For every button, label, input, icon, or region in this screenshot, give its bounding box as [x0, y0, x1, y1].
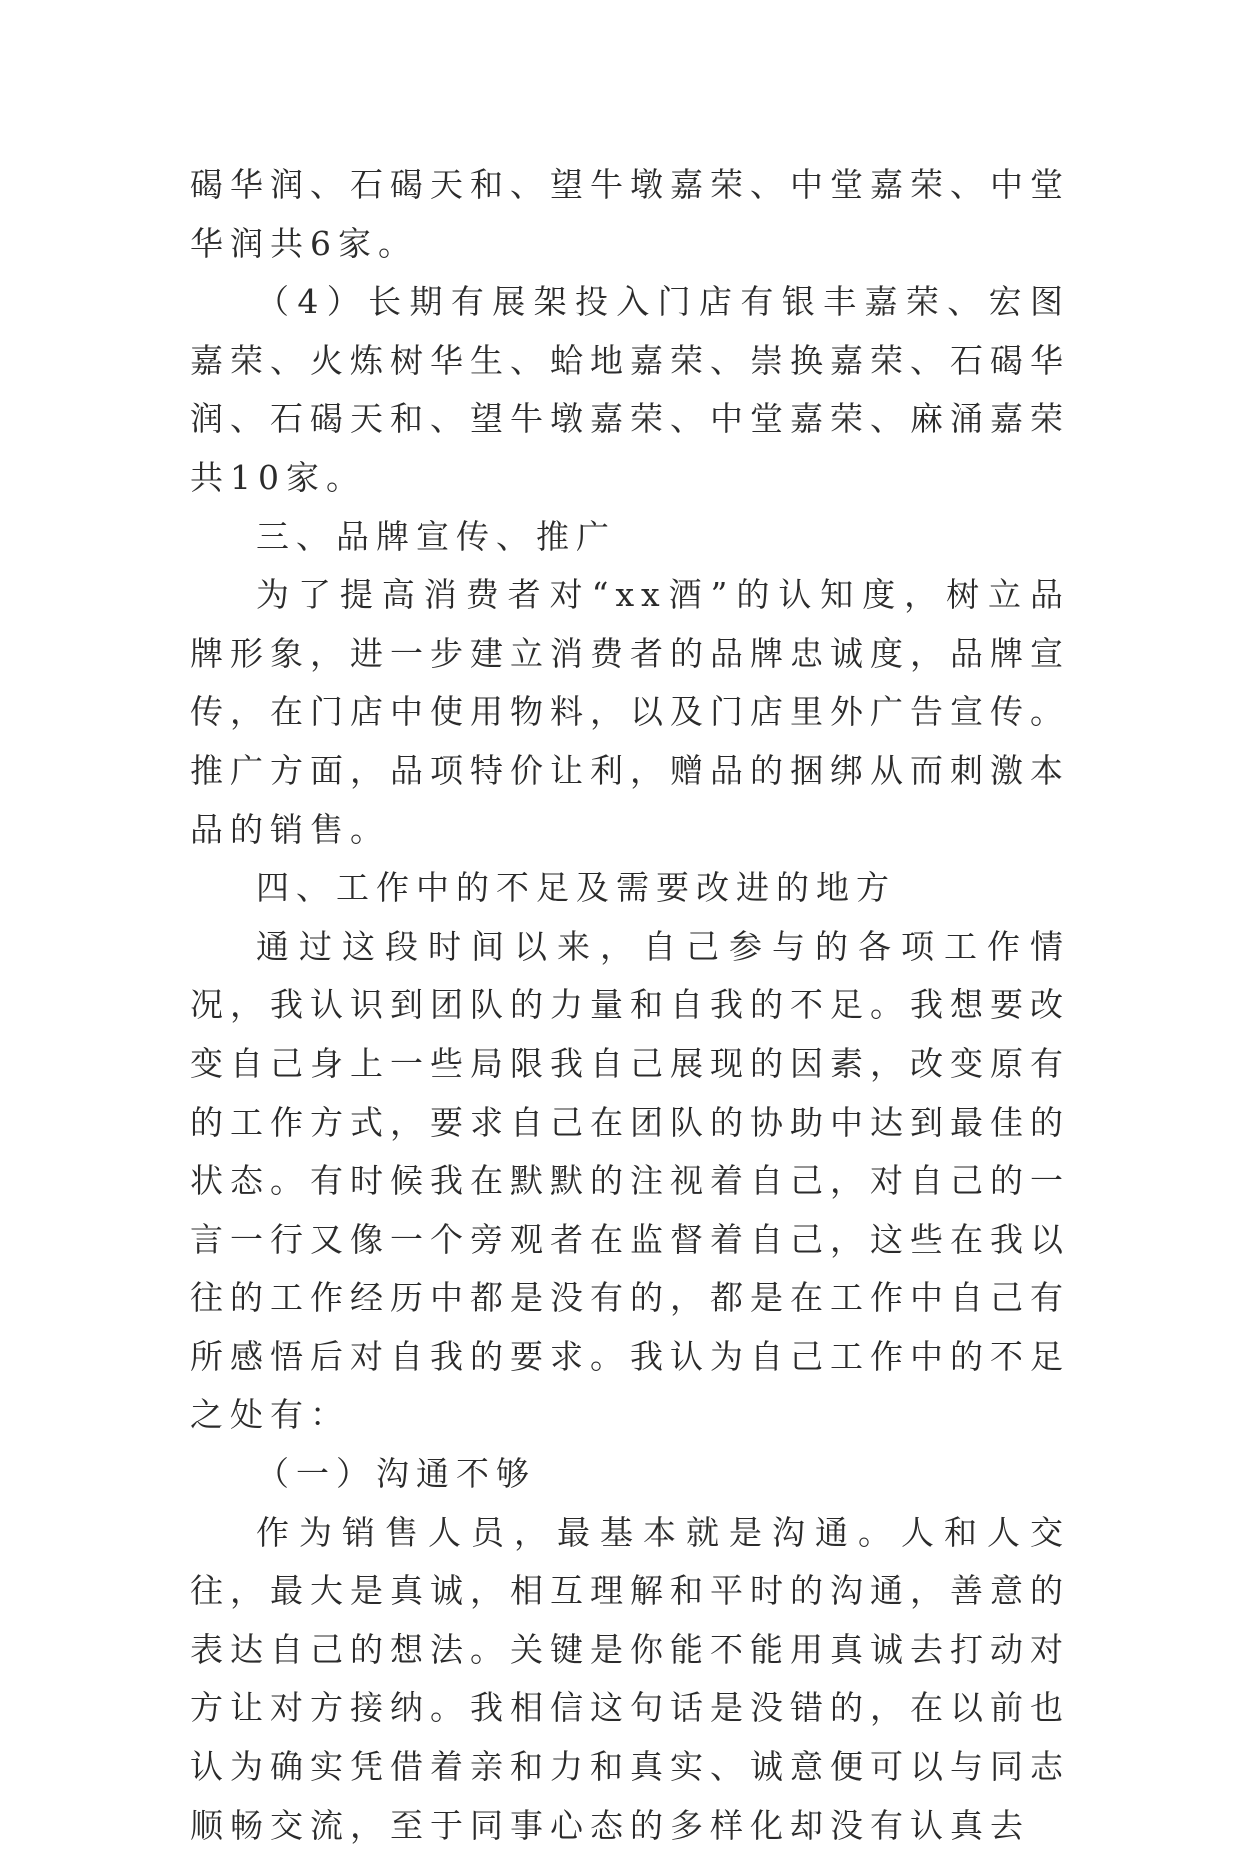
paragraph-2: （4）长期有展架投入门店有银丰嘉荣、宏图嘉荣、火炼树华生、蛤地嘉荣、崇换嘉荣、石碣华润、石碣天和、望牛墩嘉荣、中堂嘉荣、麻涌嘉荣共10家。 [190, 282, 1070, 497]
document-body [190, 156, 1070, 1855]
section-heading-shortcomings: 四、工作中的不足及需要改进的地方 [256, 868, 896, 908]
paragraph-6: 通过这段时间以来，自己参与的各项工作情况，我认识到团队的力量和自我的不足。我想要改变自己身上一些局限我自己展现的因素，改变原有的工作方式，要求自己在团队的协助中达到最佳的状态。有时候我在默默的注视着自己，对自己的一言一行又像一个旁观者在监督着自己，这些在我以往的工作经历中都是没有的，都是在工作中自己有所感悟后对自我的要求。我认为自己工作中的不足之处有： [190, 926, 1070, 1435]
paragraph-4: 为了提高消费者对“xx酒”的认知度，树立品牌形象，进一步建立消费者的品牌忠诚度，品牌宣传，在门店中使用物料，以及门店里外广告宣传。推广方面，品项特价让利，赠品的捆绑从而刺激本品的销售。 [190, 575, 1070, 849]
section-heading-brand-promotion: 三、品牌宣传、推广 [256, 516, 616, 556]
paragraph-8: 作为销售人员，最基本就是沟通。人和人交往，最大是真诚，相互理解和平时的沟通，善意的表达自己的想法。关键是你能不能用真诚去打动对方让对方接纳。我相信这句话是没错的，在以前也认为确实凭借着亲和力和真实、诚意便可以与同志顺畅交流，至于同事心态的多样化却没有认真去 [190, 1512, 1070, 1845]
subheading-communication: （一）沟通不够 [256, 1454, 536, 1494]
paragraph-1: 碣华润、石碣天和、望牛墩嘉荣、中堂嘉荣、中堂华润共6家。 [190, 165, 1070, 263]
